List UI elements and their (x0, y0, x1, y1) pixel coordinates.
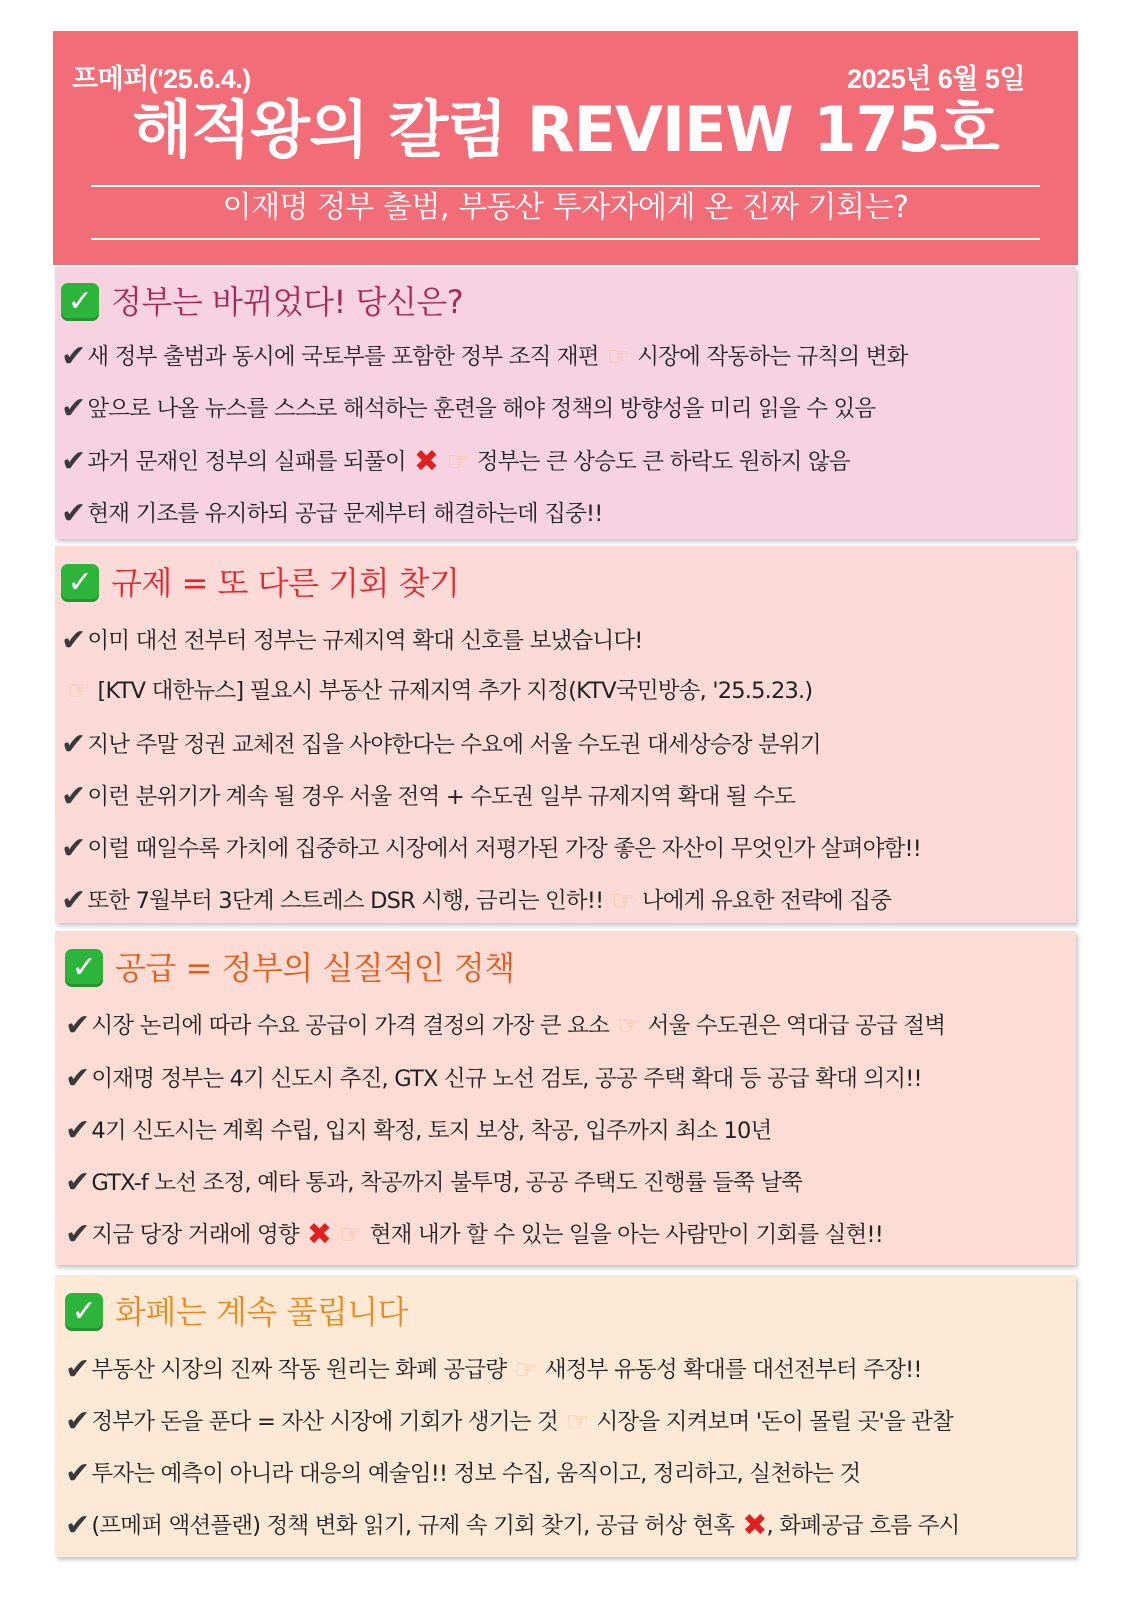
item-text: 또한 7월부터 3단계 스트레스 DSR 시행, 금리는 인하!! (87, 887, 604, 914)
item-text: 부동산 시장의 진짜 작동 원리는 화폐 공급량 (91, 1356, 507, 1383)
heavy-check-mark-icon: ✔ (61, 779, 86, 814)
item-text: 새정부 유동성 확대를 대선전부터 주장!! (544, 1356, 922, 1383)
list-item (65, 1352, 922, 1387)
section-heading (61, 283, 463, 321)
check-mark-button-icon: ✓ (61, 564, 99, 602)
pointing-hand-icon: ☞ (565, 1407, 589, 1437)
pointing-hand-icon: ☞ (446, 447, 469, 477)
heavy-check-mark-icon: ✔ (65, 1217, 90, 1252)
section-government-changed (55, 267, 1076, 539)
heavy-check-mark-icon: ✔ (61, 831, 86, 866)
page-title: 해적왕의 칼럼 REVIEW 175호 (132, 93, 999, 166)
list-item (61, 883, 892, 918)
list-item (65, 1008, 946, 1043)
section-currency (55, 1275, 1076, 1557)
heavy-check-mark-icon: ✔ (61, 623, 86, 658)
heavy-check-mark-icon: ✔ (65, 1508, 90, 1543)
section-title: 규제 = 또 다른 기회 찾기 (111, 564, 460, 602)
list-item (65, 1456, 861, 1491)
item-text: 지난 주말 정권 교체전 집을 사야한다는 수요에 서울 수도권 대세상승장 분위기 (87, 731, 821, 758)
list-item (65, 1165, 803, 1200)
heavy-check-mark-icon: ✔ (61, 883, 86, 918)
item-text: 현재 내가 할 수 있는 일을 아는 사람만이 기회를 실현!! (369, 1221, 883, 1248)
item-text: 이런 분위기가 계속 될 경우 서울 전역 + 수도권 일부 규제지역 확대 될 수도 (87, 783, 796, 810)
section-heading (65, 949, 515, 987)
check-mark-button-icon: ✓ (65, 949, 103, 987)
header-divider-bottom (91, 238, 1040, 240)
pointing-hand-icon: ☞ (606, 342, 630, 372)
item-text: 이재명 정부는 4기 신도시 추진, GTX 신규 노선 검토, 공공 주택 확대 등 공급 확대 의지!! (91, 1065, 922, 1092)
section-title: 정부는 바뀌었다! 당신은? (111, 283, 464, 321)
item-text: 이럴 때일수록 가치에 집중하고 시장에서 저평가된 가장 좋은 자산이 무엇인가 살펴야함!! (87, 835, 921, 862)
list-item (67, 678, 812, 704)
section-heading (61, 564, 459, 602)
pointing-hand-icon: ☞ (611, 886, 634, 916)
section-title: 화폐는 계속 풀립니다 (115, 1293, 409, 1331)
check-mark-button-icon: ✓ (61, 283, 99, 321)
list-item (61, 727, 821, 762)
heavy-check-mark-icon: ✔ (65, 1061, 90, 1096)
item-text: 이미 대선 전부터 정부는 규제지역 확대 신호를 보냈습니다! (87, 627, 643, 654)
heavy-check-mark-icon: ✔ (65, 1352, 90, 1387)
item-text: 과거 문재인 정부의 실패를 되풀이 (87, 448, 406, 475)
list-item (61, 339, 908, 374)
item-text: 정부는 큰 상승도 큰 하락도 원하지 않음 (476, 448, 850, 475)
list-item (61, 623, 643, 658)
list-item (61, 831, 921, 866)
list-item (65, 1404, 954, 1439)
list-item (65, 1508, 960, 1543)
header-divider-top (91, 185, 1040, 187)
heavy-check-mark-icon: ✔ (61, 339, 86, 374)
list-item (61, 496, 603, 531)
item-text: 서울 수도권은 역대급 공급 절벽 (647, 1012, 946, 1039)
pointing-hand-icon: ☞ (514, 1355, 537, 1385)
heavy-check-mark-icon: ✔ (61, 391, 86, 426)
list-item (61, 444, 850, 479)
heavy-check-mark-icon: ✔ (65, 1456, 90, 1491)
header-source-label: 프메퍼('25.6.4.) (72, 64, 251, 94)
section-title: 공급 = 정부의 실질적인 정책 (115, 949, 515, 987)
item-text: , 화폐공급 흐름 주시 (766, 1512, 960, 1539)
heavy-check-mark-icon: ✔ (61, 496, 86, 531)
pointing-hand-icon: ☞ (617, 1011, 640, 1041)
item-text: 시장 논리에 따라 수요 공급이 가격 결정의 가장 큰 요소 (91, 1012, 610, 1039)
heavy-check-mark-icon: ✔ (61, 727, 86, 762)
cross-mark-icon: ✖ (742, 1508, 767, 1543)
header-date: 2025년 6월 5일 (847, 64, 1025, 94)
item-text: GTX-f 노선 조정, 예타 통과, 착공까지 불투명, 공공 주택도 진행률 들쭉 날쭉 (91, 1169, 803, 1196)
item-text: (프메퍼 액션플랜) 정책 변화 읽기, 규제 속 기회 찾기, 공급 허상 현혹 (91, 1512, 735, 1539)
section-heading (65, 1293, 408, 1331)
pointing-hand-icon: ☞ (339, 1220, 362, 1250)
heavy-check-mark-icon: ✔ (65, 1113, 90, 1148)
list-item (61, 779, 796, 814)
cross-mark-icon: ✖ (413, 444, 439, 479)
item-text: 지금 당장 거래에 영향 (91, 1221, 299, 1248)
item-text: 앞으로 나올 뉴스를 스스로 해석하는 훈련을 해야 정책의 방향성을 미리 읽을 수 있음 (87, 395, 876, 422)
cross-mark-icon: ✖ (306, 1217, 332, 1252)
item-text: 시장을 지켜보며 '돈이 몰릴 곳'을 관찰 (596, 1408, 954, 1435)
item-text: 현재 기조를 유지하되 공급 문제부터 해결하는데 집중!! (87, 500, 603, 527)
header-banner (53, 31, 1078, 265)
list-item (65, 1113, 772, 1148)
heavy-check-mark-icon: ✔ (65, 1008, 90, 1043)
page-subtitle: 이재명 정부 출범, 부동산 투자자에게 온 진짜 기회는? (222, 190, 909, 225)
section-supply (55, 931, 1076, 1265)
item-text: 정부가 돈을 푼다 = 자산 시장에 기회가 생기는 것 (91, 1408, 558, 1435)
heavy-check-mark-icon: ✔ (65, 1404, 90, 1439)
section-regulation (55, 546, 1076, 923)
item-text: 4기 신도시는 계획 수립, 입지 확정, 토지 보상, 착공, 입주까지 최소 10년 (91, 1117, 772, 1144)
item-text: 시장에 작동하는 규칙의 변화 (637, 343, 908, 370)
heavy-check-mark-icon: ✔ (61, 444, 86, 479)
check-mark-button-icon: ✓ (65, 1293, 103, 1331)
list-item (65, 1217, 883, 1252)
item-text: 나에게 유요한 전략에 집중 (641, 887, 892, 914)
pointing-hand-icon: ☞ (67, 676, 90, 706)
list-item (61, 391, 876, 426)
heavy-check-mark-icon: ✔ (65, 1165, 90, 1200)
item-text: 투자는 예측이 아니라 대응의 예술임!! 정보 수집, 움직이고, 정리하고, 실천하는 것 (91, 1460, 861, 1487)
item-text: 새 정부 출범과 동시에 국토부를 포함한 정부 조직 재편 (87, 343, 599, 370)
item-text: [KTV 대한뉴스] 필요시 부동산 규제지역 추가 지정(KTV국민방송, '25.5.23.) (97, 677, 813, 704)
list-item (65, 1061, 922, 1096)
